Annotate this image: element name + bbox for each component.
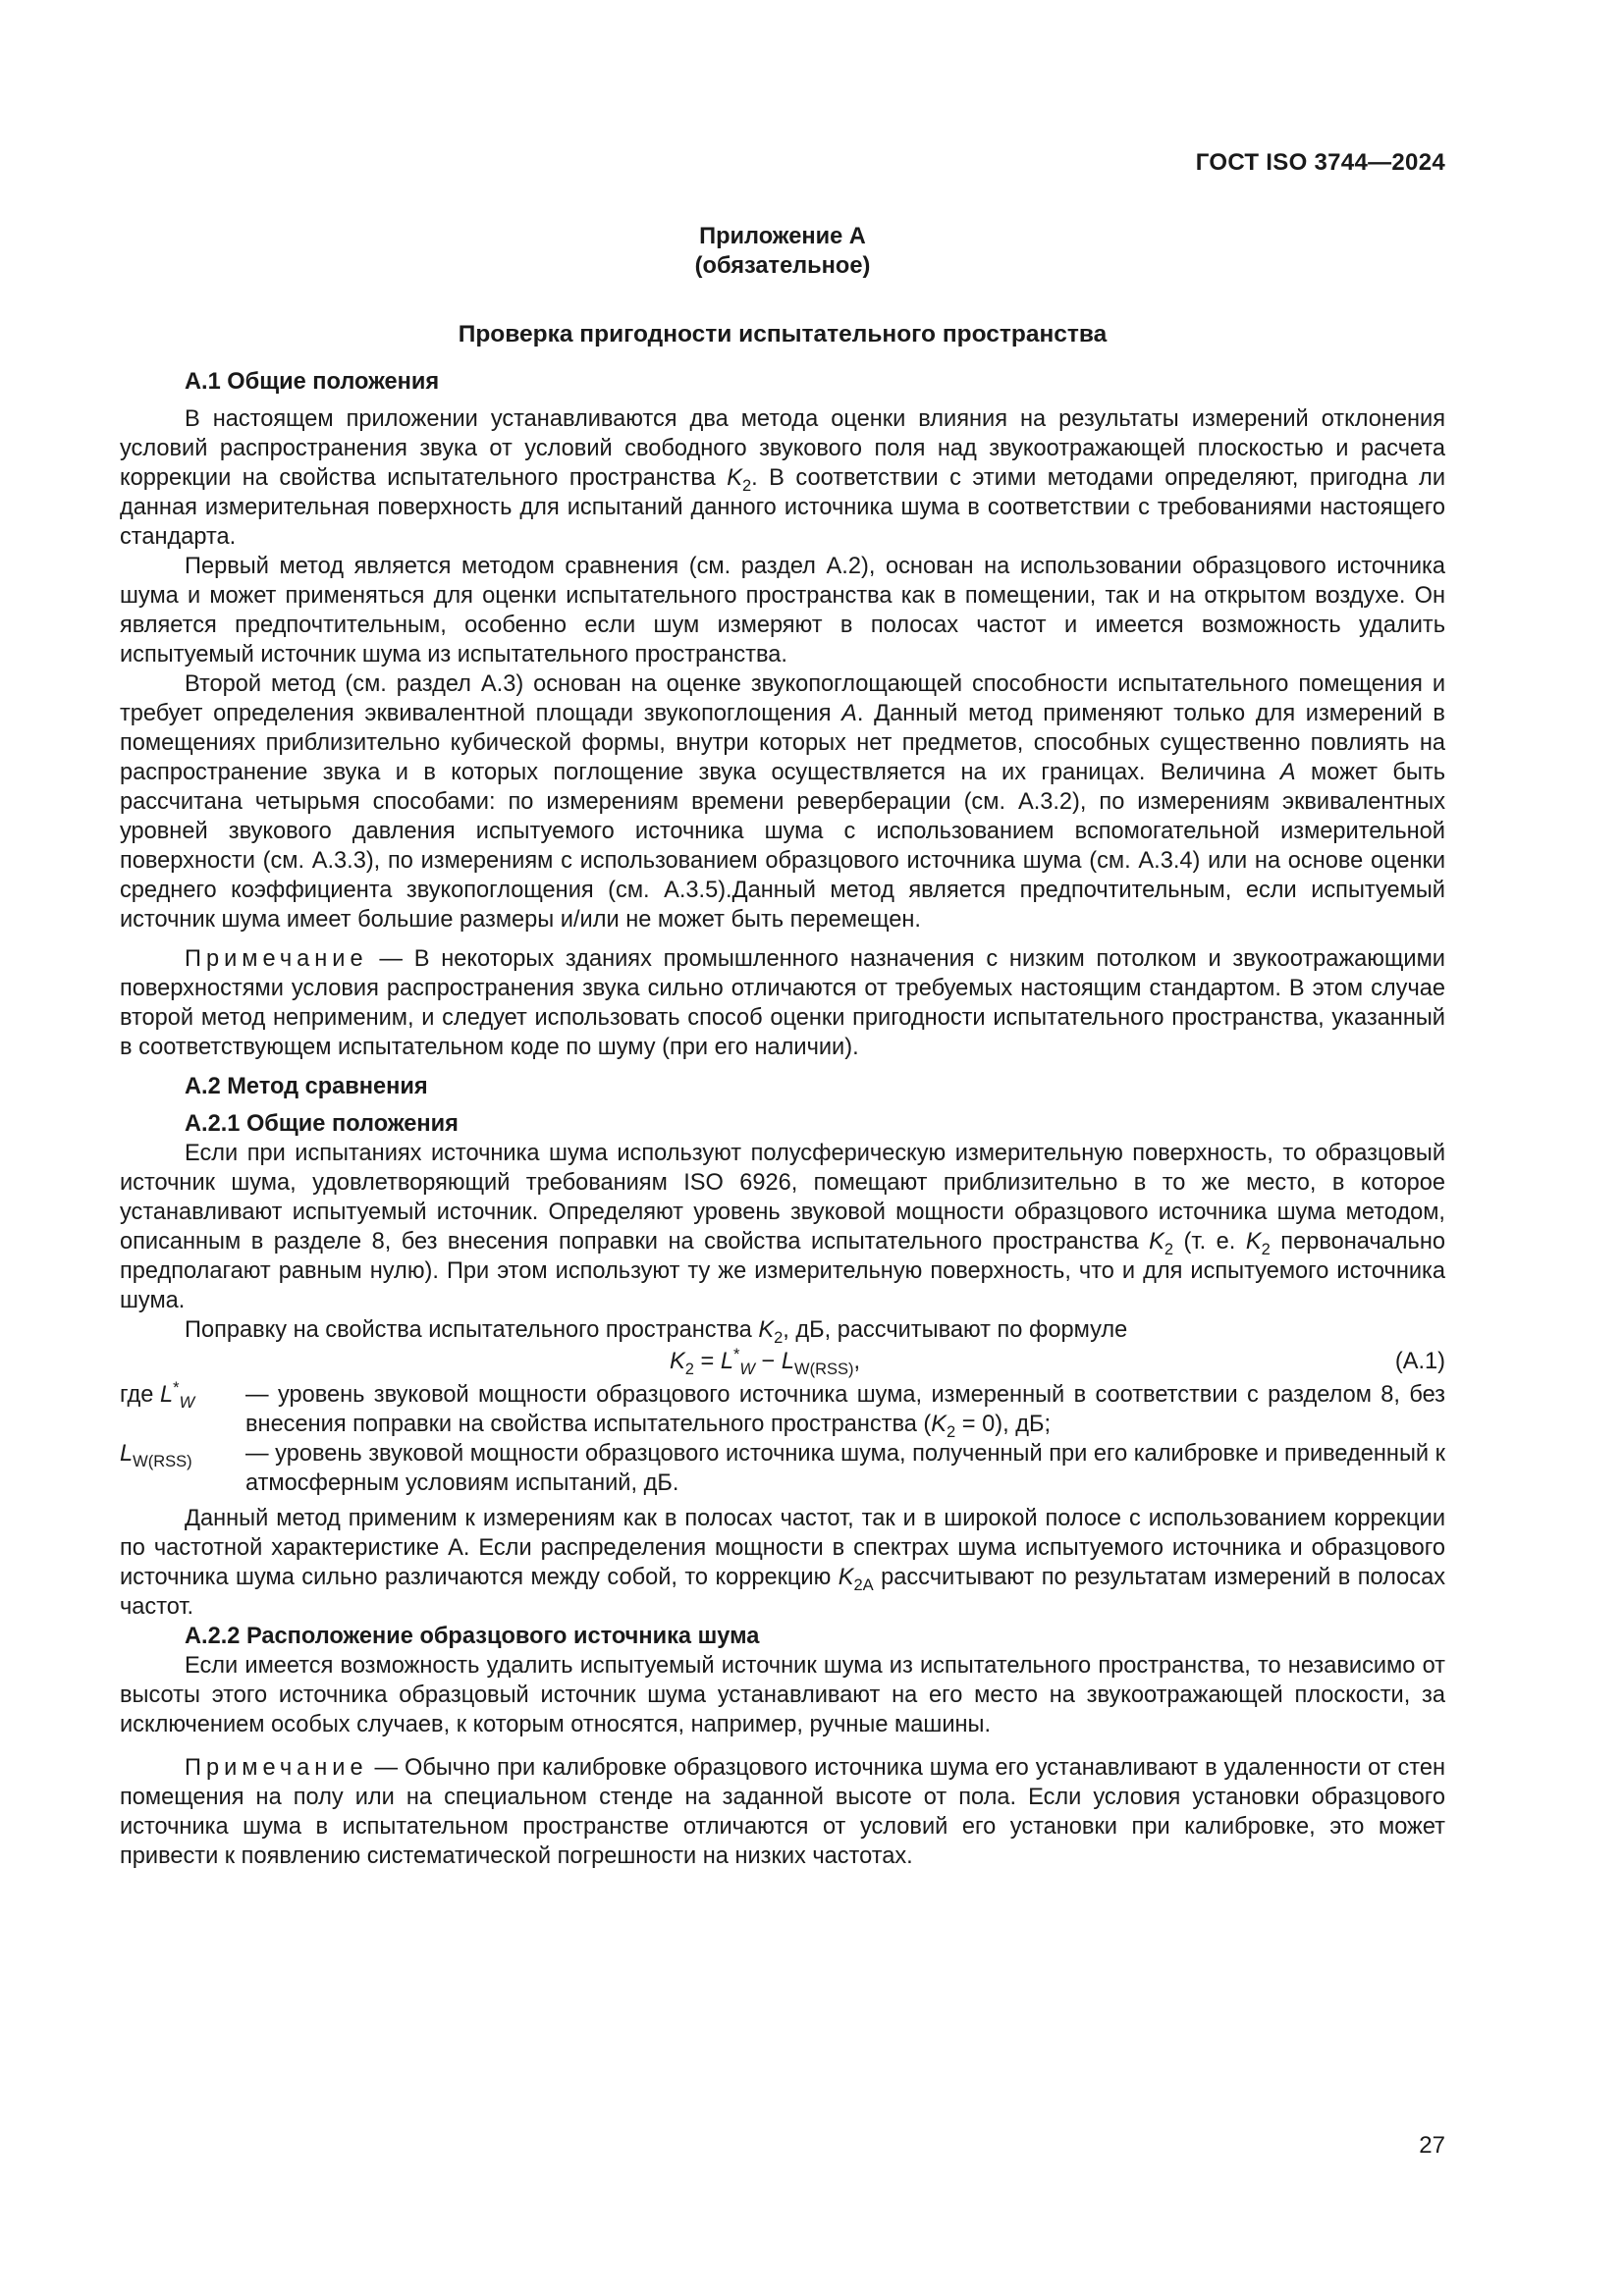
definition-text: — уровень звуковой мощности образцового источника шума, измеренный в соответствии с разделом 8, без внесения поправки на свойства испытательного пространства $(K_2 = 0)$, дБ; <box>245 1382 1445 1441</box>
paragraph-a1-2: Первый метод является методом сравнения (см. раздел А.2), основан на использовании образцового источника шума и может применяться для оценки испытательного пространства как в помещении, так и на открытом воздухе. Он является предпочтительным, особенно если шум измеряют в полосах частот и имеется возможность удалить испытуемый источник шума из испытательного пространства. <box>120 554 1445 667</box>
annex-status: (обязательное) <box>694 253 871 279</box>
section-a21-heading: А.2.1 Общие положения <box>185 1111 459 1137</box>
section-a2-heading: А.2 Метод сравнения <box>185 1074 428 1099</box>
formula-a1 <box>120 1345 1445 1380</box>
section-a22-heading: А.2.2 Расположение образцового источника шума <box>185 1624 760 1649</box>
formula-number: (A.1) <box>1394 1349 1445 1374</box>
definition-symbol: где $L^*_W$ <box>120 1377 195 1412</box>
paragraph-a21-2: Поправку на свойства испытательного пространства $K_2$, дБ, рассчитывают по формуле <box>185 1317 1128 1347</box>
document-code: ГОСТ ISO 3744—2024 <box>1195 149 1445 176</box>
formula-expression: $K_2 = L^*_W - L_{W(RSS)}$, <box>670 1344 861 1378</box>
definition-lw-star <box>120 1377 1445 1441</box>
paragraph-a21-3: Данный метод применим к измерениям как в полосах частот, так и в широкой полосе с использованием коррекции по частотной характеристике А. Если распределения мощности в спектрах шума испытуемого источника и образцового источника шума сильно различаются между собой, то коррекцию $K_{2A}$ рассчитывают по результатам измерений в полосах частот. <box>120 1506 1445 1620</box>
page-number: 27 <box>1419 2132 1445 2159</box>
section-a1-heading: А.1 Общие положения <box>185 369 440 395</box>
annex-heading: Проверка пригодности испытательного пространства <box>458 321 1108 347</box>
definition-lw-rss <box>120 1439 1445 1498</box>
definition-text: — уровень звуковой мощности образцового источника шума, полученный при его калибровке и приведенный к атмосферным условиям испытаний, дБ. <box>245 1441 1445 1496</box>
paragraph-a1-1: В настоящем приложении устанавливаются два метода оценки влияния на результаты измерений отклонения условий распространения звука от условий свободного звукового поля над звукоотражающей плоскостью и расчета коррекции на свойства испытательного пространства $K_2$. В соответствии с этими методами определяют, пригодна ли данная измерительная поверхность для испытаний данного источника шума в соответствии с требованиями настоящего стандарта. <box>120 406 1446 550</box>
paragraph-a22-1: Если имеется возможность удалить испытуемый источник шума из испытательного пространства, то независимо от высоты этого источника образцовый источник шума устанавливают на его место на звукоотражающей плоскости, за исключением особых случаев, к которым относятся, например, ручные машины. <box>120 1653 1445 1737</box>
note-a22: Примечание — Обычно при калибровке образцового источника шума его устанавливают в удаленности от стен помещения на полу или на специальном стенде на заданной высоте от пола. Если условия установки образцового источника шума в испытательном пространстве отличаются от условий его установки при калибровке, это может привести к появлению систематической погрешности на низких частотах. <box>120 1755 1445 1869</box>
annex-title: Приложение А <box>699 224 866 249</box>
paragraph-a1-3: Второй метод (см. раздел А.3) основан на оценке звукопоглощающей способности испытательного помещения и требует определения эквивалентной площади звукопоглощения A. Данный метод применяют только для измерений в помещениях приблизительно кубической формы, внутри которых нет предметов, способных существенно повлиять на распространение звука и в которых поглощение звука осуществляется на их границах. Величина A может быть рассчитана четырьмя способами: по измерениям времени реверберации (см. А.3.2), по измерениям эквивалентных уровней звукового давления испытуемого источника шума с использованием вспомогательной измерительной поверхности (см. А.3.3), по измерениям с использованием образцового источника шума (см. А.3.4) или на основе оценки среднего коэффициента звукопоглощения (см. А.3.5).Данный метод является предпочтительным, если испытуемый источник шума имеет большие размеры и/или не может быть перемещен. <box>120 671 1445 933</box>
note-a1: Примечание — В некоторых зданиях промышленного назначения с низким потолком и звукоотражающими поверхностями условия распространения звука сильно отличаются от требуемых настоящим стандартом. В этом случае второй метод неприменим, и следует использовать способ оценки пригодности испытательного пространства, указанный в соответствующем испытательном коде по шуму (при его наличии). <box>120 946 1445 1060</box>
page-body <box>120 222 1445 1871</box>
definition-symbol: $L_{W(RSS)}$ <box>120 1441 192 1470</box>
paragraph-a21-1: Если при испытаниях источника шума используют полусферическую измерительную поверхность, то образцовый источник шума, удовлетворяющий требованиям ISO 6926, помещают приблизительно в то же место, в которое устанавливают испытуемый источник. Определяют уровень звуковой мощности образцового источника шума методом, описанным в разделе 8, без внесения поправки на свойства испытательного пространства $K_2$ (т. е. $K_2$ первоначально предполагают равным нулю). При этом используют ту же измерительную поверхность, что и для испытуемого источника шума. <box>120 1141 1445 1313</box>
note-label: Примечание <box>185 1755 368 1781</box>
note-label: Примечание <box>185 946 368 972</box>
